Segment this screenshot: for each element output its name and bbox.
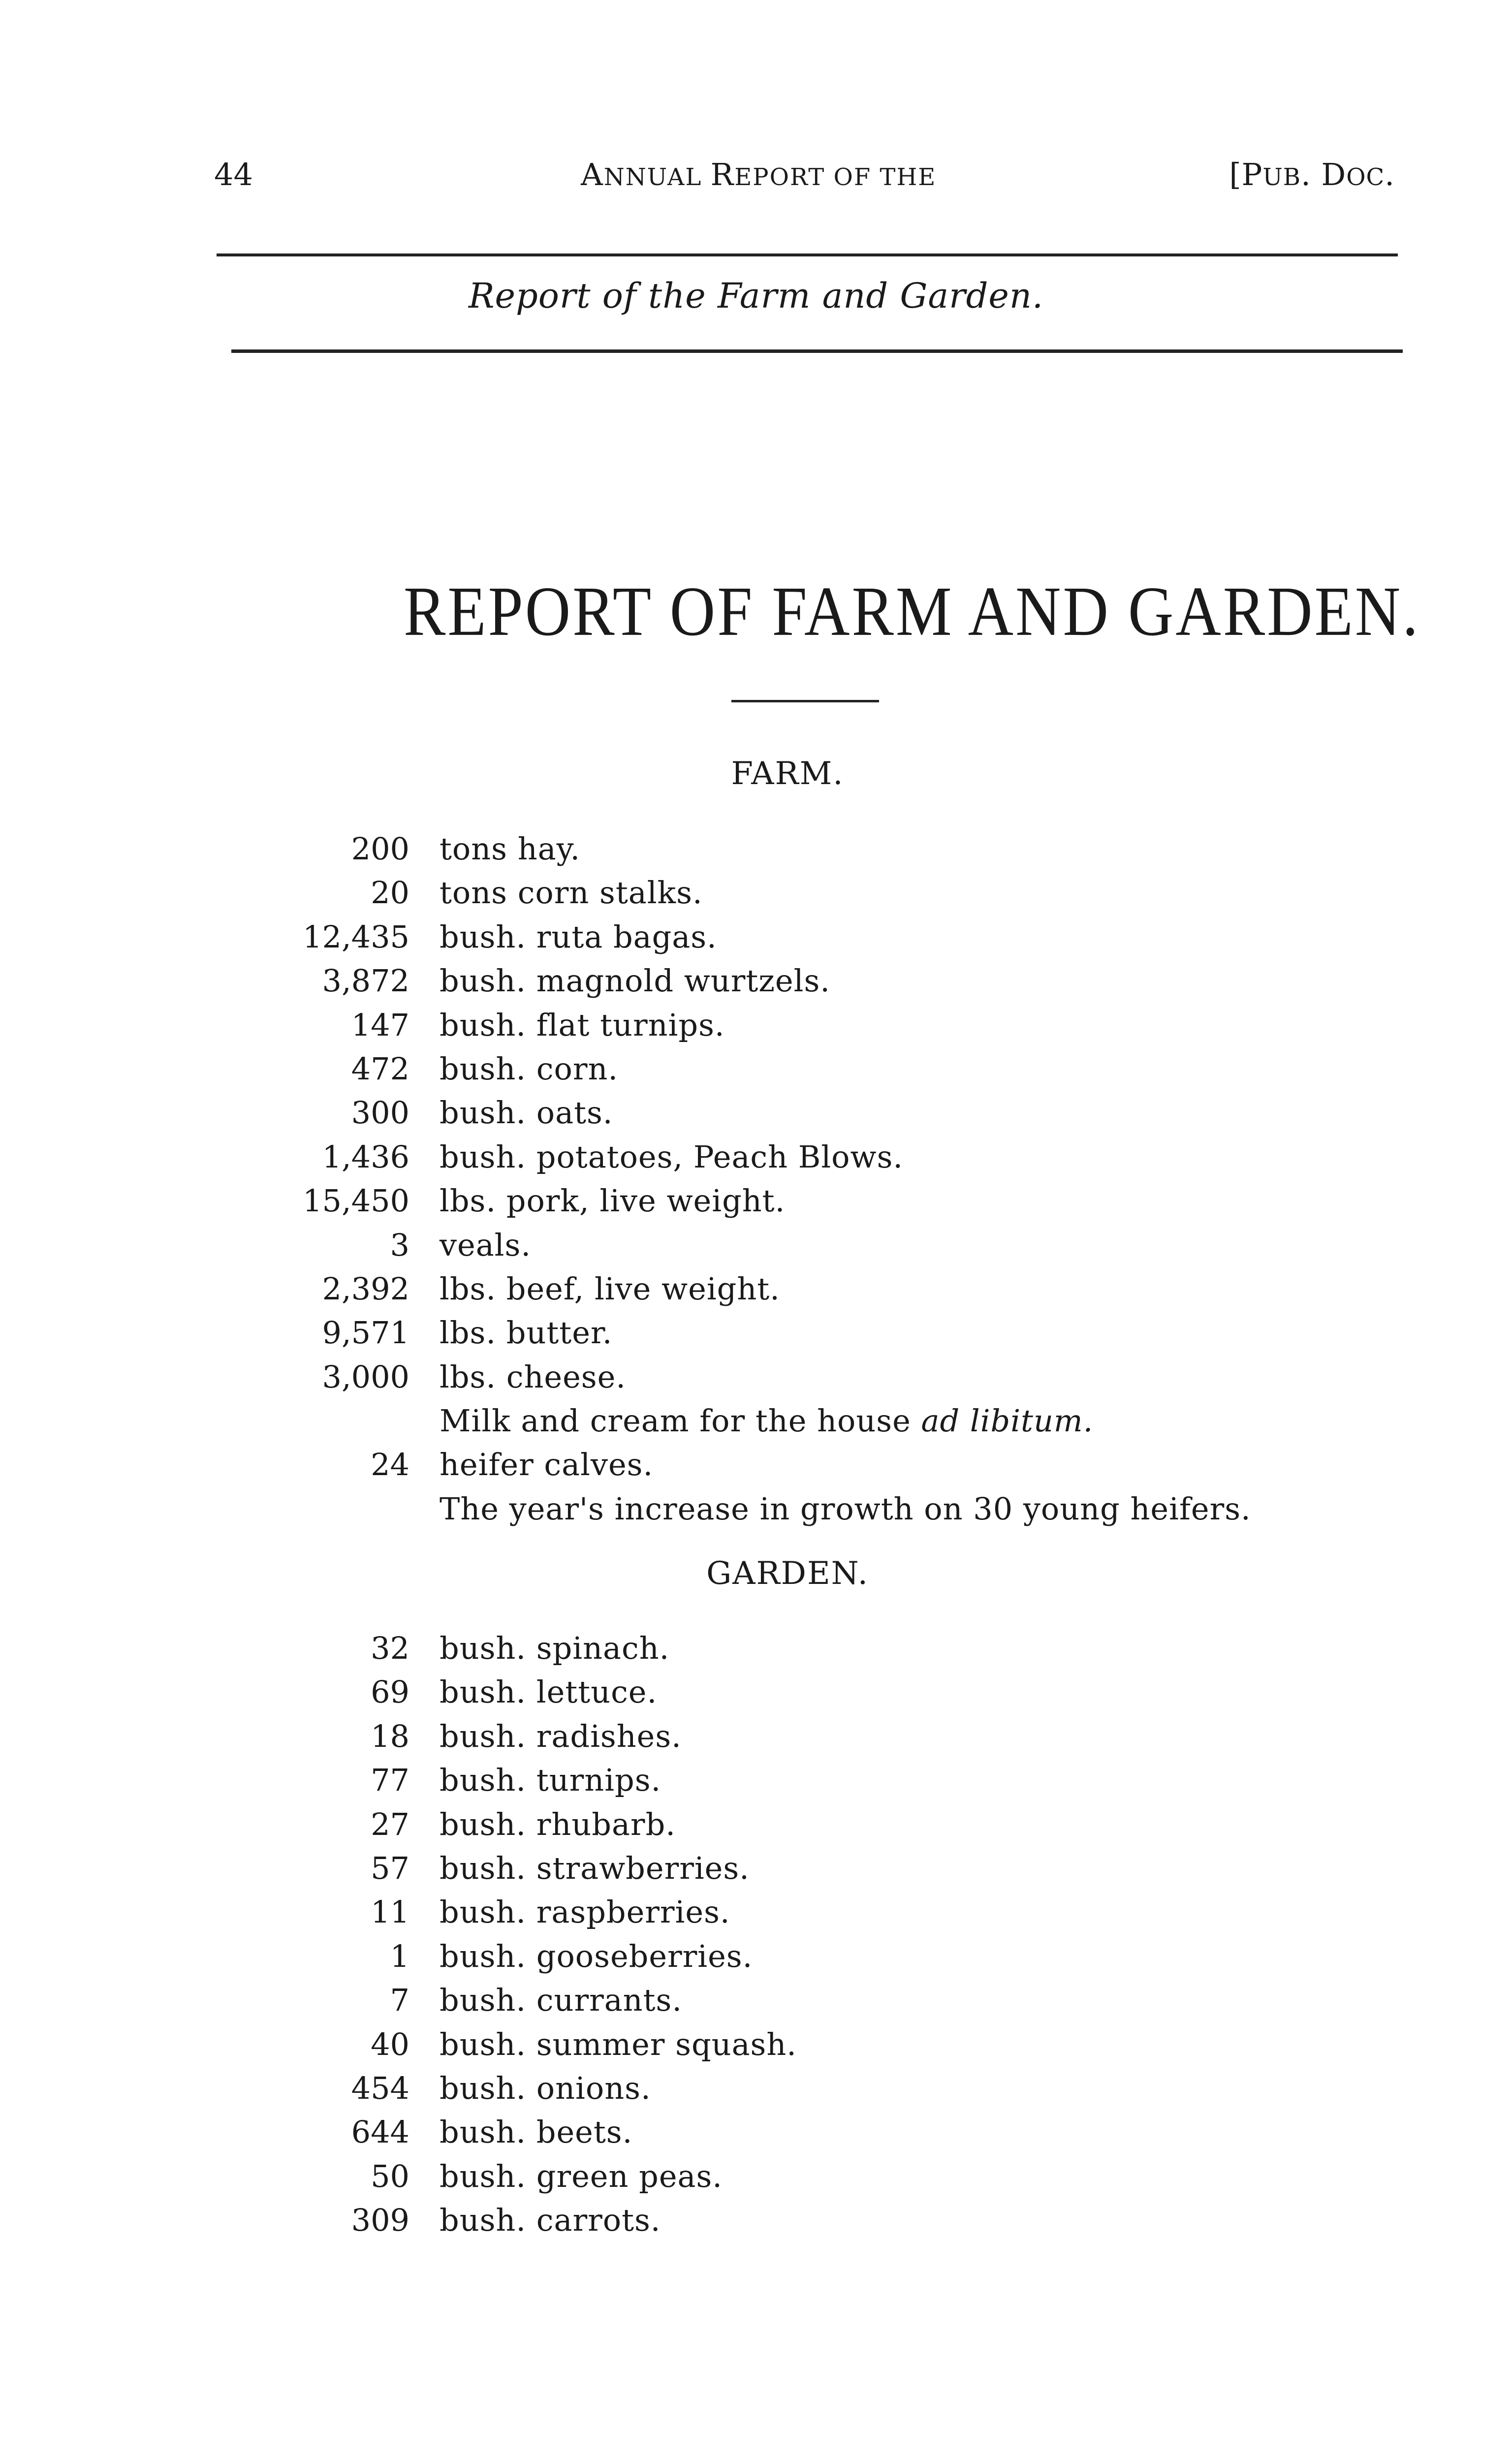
pub-doc-part: [P [1229, 157, 1263, 192]
page-title: REPORT OF FARM AND GARDEN. [404, 572, 1420, 651]
item-text: bush. spinach. [440, 1630, 670, 1666]
pub-doc-part: . D [1301, 157, 1347, 192]
quantity: 454 [351, 2070, 410, 2106]
item-description [440, 827, 580, 871]
item-text: tons hay. [440, 831, 581, 867]
list-item [0, 915, 1512, 959]
item-text: lbs. butter. [440, 1315, 613, 1351]
page-number: 44 [214, 157, 253, 192]
quantity: 15,450 [303, 1183, 410, 1219]
item-description [440, 1135, 903, 1179]
item-text: lbs. beef, live weight. [440, 1270, 780, 1307]
list-item [0, 2110, 1512, 2154]
item-text: bush. turnips. [440, 1762, 662, 1798]
quantity: 9,571 [322, 1315, 410, 1351]
list-item [0, 1003, 1512, 1047]
item-description [440, 1626, 669, 1670]
item-text: bush. magnold wurtzels. [440, 963, 830, 999]
item-description [440, 1267, 780, 1311]
list-item [0, 959, 1512, 1003]
list-item [0, 2154, 1512, 2198]
list-item [0, 1047, 1512, 1091]
item-description [440, 1670, 657, 1714]
quantity: 18 [371, 1718, 410, 1754]
list-item [0, 1399, 1512, 1443]
quantity: 57 [371, 1850, 410, 1886]
item-text: bush. onions. [440, 2070, 651, 2106]
quantity: 77 [371, 1762, 410, 1798]
farm-heading: FARM. [731, 756, 844, 792]
list-item [0, 1846, 1512, 1890]
item-text: bush. oats. [440, 1095, 613, 1131]
list-item [0, 1443, 1512, 1486]
item-description [440, 1714, 682, 1758]
farm-list [0, 827, 1512, 1531]
item-description [440, 1091, 613, 1135]
list-item [0, 2022, 1512, 2066]
list-item [0, 1487, 1512, 1531]
quantity: 1,436 [322, 1138, 410, 1175]
item-description [440, 1934, 753, 1978]
item-description [440, 1003, 725, 1047]
garden-heading: GARDEN. [706, 1555, 869, 1592]
item-text: veals. [440, 1227, 532, 1263]
item-text: bush. potatoes, Peach Blows. [440, 1138, 904, 1175]
garden-list [0, 1626, 1512, 2242]
item-description [440, 1399, 1093, 1443]
quantity: 20 [371, 875, 410, 911]
running-title-part: NNUAL [603, 163, 711, 191]
list-item [0, 1758, 1512, 1802]
item-text: bush. ruta bagas. [440, 918, 717, 955]
item-text: bush. currants. [440, 1982, 683, 2019]
quantity: 147 [351, 1007, 410, 1043]
quantity: 644 [351, 2114, 410, 2150]
item-text: bush. radishes. [440, 1718, 682, 1754]
list-item [0, 1978, 1512, 2022]
item-text: bush. flat turnips. [440, 1007, 725, 1043]
list-item [0, 871, 1512, 915]
list-item [0, 1626, 1512, 1670]
item-text: lbs. cheese. [440, 1358, 627, 1395]
list-item [0, 1091, 1512, 1135]
list-item [0, 827, 1512, 871]
header-rule-bottom [231, 349, 1403, 353]
quantity: 3,000 [322, 1358, 410, 1395]
item-text: Milk and cream for the house [440, 1403, 921, 1439]
quantity: 69 [371, 1674, 410, 1710]
item-description [440, 1047, 618, 1091]
quantity: 24 [371, 1447, 410, 1483]
header-rule-top [217, 253, 1398, 256]
list-item [0, 1714, 1512, 1758]
item-description [440, 2066, 651, 2110]
item-description [440, 1355, 626, 1399]
item-description [440, 2198, 661, 2242]
quantity: 300 [351, 1095, 410, 1131]
list-item [0, 1267, 1512, 1311]
list-item [0, 1179, 1512, 1223]
item-italic-text: ad libitum. [921, 1403, 1094, 1439]
running-subtitle: Report of the Farm and Garden. [468, 276, 1044, 316]
quantity: 12,435 [303, 918, 410, 955]
quantity: 40 [371, 2026, 410, 2062]
running-title-part: EPORT OF THE [734, 163, 937, 191]
item-text: bush. carrots. [440, 2202, 661, 2239]
item-text: bush. summer squash. [440, 2026, 797, 2062]
quantity: 50 [371, 2158, 410, 2194]
item-text: lbs. pork, live weight. [440, 1183, 786, 1219]
list-item [0, 1223, 1512, 1267]
quantity: 3 [390, 1227, 410, 1263]
quantity: 200 [351, 831, 410, 867]
quantity: 1 [390, 1938, 410, 1974]
pub-doc-part: UB [1262, 163, 1301, 191]
quantity: 472 [351, 1050, 410, 1087]
pub-doc-part: . [1385, 157, 1395, 192]
list-item [0, 1890, 1512, 1934]
quantity: 2,392 [322, 1270, 410, 1307]
item-description [440, 1311, 612, 1355]
item-description [440, 2154, 723, 2198]
item-description [440, 1802, 676, 1846]
publication-reference [1229, 157, 1395, 192]
item-description [440, 959, 830, 1003]
quantity: 11 [371, 1894, 410, 1930]
item-text: bush. lettuce. [440, 1674, 658, 1710]
item-description [440, 871, 703, 915]
quantity: 309 [351, 2202, 410, 2239]
item-text: bush. raspberries. [440, 1894, 730, 1930]
list-item [0, 1670, 1512, 1714]
quantity: 27 [371, 1806, 410, 1842]
running-title [581, 157, 936, 192]
item-description [440, 2110, 632, 2154]
item-text: bush. strawberries. [440, 1850, 750, 1886]
title-divider [731, 700, 879, 702]
item-description [440, 1978, 682, 2022]
list-item [0, 1355, 1512, 1399]
item-description [440, 1179, 785, 1223]
item-description [440, 1223, 531, 1267]
pub-doc-part: OC [1346, 163, 1385, 191]
item-text: bush. beets. [440, 2114, 633, 2150]
list-item [0, 1802, 1512, 1846]
item-text: bush. corn. [440, 1050, 619, 1087]
quantity: 7 [390, 1982, 410, 2019]
list-item [0, 1311, 1512, 1355]
item-description [440, 1487, 1251, 1531]
item-description [440, 1443, 653, 1486]
running-title-part: A [581, 157, 604, 192]
item-text: bush. rhubarb. [440, 1806, 676, 1842]
item-description [440, 2022, 797, 2066]
list-item [0, 1934, 1512, 1978]
item-description [440, 1758, 661, 1802]
item-text: bush. green peas. [440, 2158, 723, 2194]
item-text: The year's increase in growth on 30 young heifers. [440, 1490, 1251, 1527]
running-title-part: R [710, 157, 735, 192]
list-item [0, 1135, 1512, 1179]
item-text: heifer calves. [440, 1447, 654, 1483]
item-description [440, 915, 717, 959]
quantity: 3,872 [322, 963, 410, 999]
list-item [0, 2066, 1512, 2110]
quantity: 32 [371, 1630, 410, 1666]
item-text: tons corn stalks. [440, 875, 703, 911]
item-description [440, 1846, 750, 1890]
item-description [440, 1890, 730, 1934]
item-text: bush. gooseberries. [440, 1938, 753, 1974]
list-item [0, 2198, 1512, 2242]
